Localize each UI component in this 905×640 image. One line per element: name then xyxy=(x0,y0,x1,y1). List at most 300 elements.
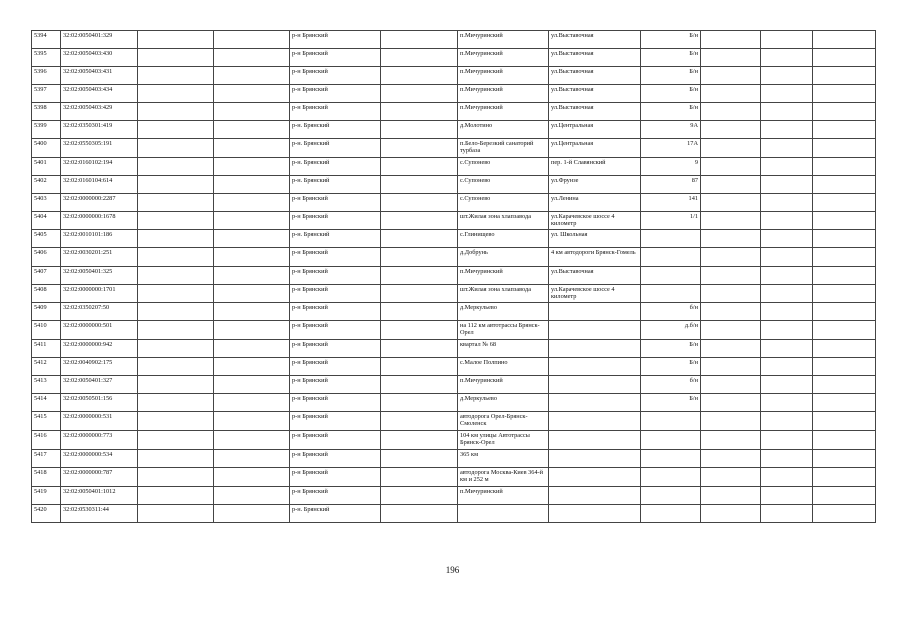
house-cell: 9А xyxy=(641,121,701,139)
empty-cell xyxy=(761,321,813,340)
empty-cell xyxy=(214,139,290,158)
house-cell: Б/н xyxy=(641,340,701,358)
empty-cell xyxy=(214,358,290,376)
region-cell: р-н Брянский xyxy=(290,248,381,267)
row-number-cell: 5396 xyxy=(32,67,61,85)
table-row xyxy=(32,487,876,505)
locality-cell: автодорога Москва-Киев 364-й км и 252 м xyxy=(458,468,549,487)
empty-cell xyxy=(381,85,458,103)
region-cell: р-н Брянский xyxy=(290,67,381,85)
empty-cell xyxy=(381,340,458,358)
property-registry-table xyxy=(31,30,876,523)
empty-cell xyxy=(761,158,813,176)
house-cell: 9 xyxy=(641,158,701,176)
region-cell: р-н Брянский xyxy=(290,85,381,103)
empty-cell xyxy=(813,158,876,176)
locality-cell: д.Молотино xyxy=(458,121,549,139)
street-cell: ул. Школьная xyxy=(549,230,641,248)
empty-cell xyxy=(381,376,458,394)
empty-cell xyxy=(701,321,761,340)
empty-cell xyxy=(381,31,458,49)
empty-cell xyxy=(214,487,290,505)
empty-cell xyxy=(761,468,813,487)
empty-cell xyxy=(813,303,876,321)
cadastral-number-cell: 32:02:0050401:1012 xyxy=(61,487,138,505)
empty-cell xyxy=(381,431,458,450)
locality-cell: п.Бело-Березкий санаторий турбаза xyxy=(458,139,549,158)
empty-cell xyxy=(761,67,813,85)
region-cell: р-н. Брянский xyxy=(290,121,381,139)
table-row xyxy=(32,358,876,376)
table-row xyxy=(32,158,876,176)
cadastral-number-cell: 32:02:0050403:434 xyxy=(61,85,138,103)
empty-cell xyxy=(761,394,813,412)
house-cell: 17А xyxy=(641,139,701,158)
empty-cell xyxy=(381,158,458,176)
empty-cell xyxy=(701,230,761,248)
empty-cell xyxy=(138,376,214,394)
cadastral-number-cell: 32:02:0000000:2287 xyxy=(61,194,138,212)
empty-cell xyxy=(701,450,761,468)
empty-cell xyxy=(214,303,290,321)
region-cell: р-н Брянский xyxy=(290,49,381,67)
empty-cell xyxy=(214,505,290,523)
empty-cell xyxy=(381,394,458,412)
house-cell xyxy=(641,230,701,248)
street-cell: 4 км автодороги Брянск-Гомель xyxy=(549,248,641,267)
locality-cell: п.Мичуринский xyxy=(458,376,549,394)
empty-cell xyxy=(813,505,876,523)
empty-cell xyxy=(138,267,214,285)
empty-cell xyxy=(701,121,761,139)
empty-cell xyxy=(701,505,761,523)
row-number-cell: 5417 xyxy=(32,450,61,468)
cadastral-number-cell: 32:02:0000000:942 xyxy=(61,340,138,358)
region-cell: р-н Брянский xyxy=(290,394,381,412)
street-cell xyxy=(549,358,641,376)
cadastral-number-cell: 32:02:0530311:44 xyxy=(61,505,138,523)
empty-cell xyxy=(138,412,214,431)
empty-cell xyxy=(813,103,876,121)
empty-cell xyxy=(214,176,290,194)
empty-cell xyxy=(138,103,214,121)
street-cell: ул.Центральная xyxy=(549,139,641,158)
table-row xyxy=(32,376,876,394)
empty-cell xyxy=(381,303,458,321)
empty-cell xyxy=(381,321,458,340)
table-row xyxy=(32,139,876,158)
empty-cell xyxy=(214,67,290,85)
empty-cell xyxy=(813,230,876,248)
empty-cell xyxy=(138,230,214,248)
empty-cell xyxy=(214,394,290,412)
region-cell: р-н Брянский xyxy=(290,340,381,358)
empty-cell xyxy=(761,85,813,103)
house-cell xyxy=(641,412,701,431)
empty-cell xyxy=(813,285,876,303)
empty-cell xyxy=(138,285,214,303)
region-cell: р-н Брянский xyxy=(290,212,381,230)
empty-cell xyxy=(381,505,458,523)
street-cell xyxy=(549,450,641,468)
street-cell: ул.Центральная xyxy=(549,121,641,139)
empty-cell xyxy=(214,321,290,340)
empty-cell xyxy=(701,31,761,49)
cadastral-number-cell: 32:02:0350301:419 xyxy=(61,121,138,139)
empty-cell xyxy=(761,248,813,267)
street-cell: ул.Выставочная xyxy=(549,103,641,121)
empty-cell xyxy=(381,230,458,248)
house-cell: 1/1 xyxy=(641,212,701,230)
row-number-cell: 5405 xyxy=(32,230,61,248)
house-cell xyxy=(641,285,701,303)
empty-cell xyxy=(761,505,813,523)
table-row xyxy=(32,230,876,248)
house-cell: Б/н xyxy=(641,394,701,412)
empty-cell xyxy=(138,139,214,158)
row-number-cell: 5401 xyxy=(32,158,61,176)
empty-cell xyxy=(761,358,813,376)
cadastral-number-cell: 32:02:0160104:614 xyxy=(61,176,138,194)
house-cell: Б/н xyxy=(641,49,701,67)
empty-cell xyxy=(813,412,876,431)
empty-cell xyxy=(701,176,761,194)
row-number-cell: 5398 xyxy=(32,103,61,121)
empty-cell xyxy=(701,376,761,394)
region-cell: р-н Брянский xyxy=(290,285,381,303)
house-cell xyxy=(641,431,701,450)
empty-cell xyxy=(381,487,458,505)
cadastral-number-cell: 32:02:0040902:175 xyxy=(61,358,138,376)
table-row xyxy=(32,394,876,412)
table-row xyxy=(32,285,876,303)
cadastral-number-cell: 32:02:0050403:431 xyxy=(61,67,138,85)
empty-cell xyxy=(701,194,761,212)
empty-cell xyxy=(381,49,458,67)
cadastral-number-cell: 32:02:0000000:773 xyxy=(61,431,138,450)
empty-cell xyxy=(761,285,813,303)
empty-cell xyxy=(214,85,290,103)
table-row xyxy=(32,67,876,85)
cadastral-number-cell: 32:02:0050401:325 xyxy=(61,267,138,285)
empty-cell xyxy=(214,412,290,431)
region-cell: р-н Брянский xyxy=(290,412,381,431)
region-cell: р-н. Брянский xyxy=(290,505,381,523)
cadastral-number-cell: 32:02:0000000:1701 xyxy=(61,285,138,303)
empty-cell xyxy=(701,285,761,303)
table-row xyxy=(32,31,876,49)
street-cell xyxy=(549,394,641,412)
row-number-cell: 5413 xyxy=(32,376,61,394)
table-row xyxy=(32,412,876,431)
row-number-cell: 5411 xyxy=(32,340,61,358)
empty-cell xyxy=(214,230,290,248)
house-cell xyxy=(641,450,701,468)
empty-cell xyxy=(214,431,290,450)
row-number-cell: 5394 xyxy=(32,31,61,49)
row-number-cell: 5415 xyxy=(32,412,61,431)
locality-cell: п.Мичуринский xyxy=(458,267,549,285)
empty-cell xyxy=(813,139,876,158)
house-cell: Б/н xyxy=(641,67,701,85)
empty-cell xyxy=(381,121,458,139)
empty-cell xyxy=(214,31,290,49)
empty-cell xyxy=(813,49,876,67)
empty-cell xyxy=(138,31,214,49)
locality-cell: на 112 км автотрассы Брянск-Орел xyxy=(458,321,549,340)
street-cell xyxy=(549,505,641,523)
empty-cell xyxy=(214,158,290,176)
row-number-cell: 5410 xyxy=(32,321,61,340)
locality-cell xyxy=(458,505,549,523)
empty-cell xyxy=(138,340,214,358)
table-row xyxy=(32,468,876,487)
region-cell: р-н. Брянский xyxy=(290,139,381,158)
table-row xyxy=(32,267,876,285)
empty-cell xyxy=(701,212,761,230)
empty-cell xyxy=(813,487,876,505)
locality-cell: с.Супонево xyxy=(458,158,549,176)
empty-cell xyxy=(381,248,458,267)
row-number-cell: 5399 xyxy=(32,121,61,139)
row-number-cell: 5397 xyxy=(32,85,61,103)
region-cell: р-н Брянский xyxy=(290,468,381,487)
empty-cell xyxy=(214,267,290,285)
row-number-cell: 5416 xyxy=(32,431,61,450)
empty-cell xyxy=(214,450,290,468)
empty-cell xyxy=(381,450,458,468)
empty-cell xyxy=(813,194,876,212)
empty-cell xyxy=(138,468,214,487)
empty-cell xyxy=(761,376,813,394)
house-cell: Б/н xyxy=(641,358,701,376)
table-row xyxy=(32,248,876,267)
empty-cell xyxy=(701,139,761,158)
empty-cell xyxy=(381,194,458,212)
empty-cell xyxy=(761,267,813,285)
empty-cell xyxy=(813,267,876,285)
house-cell: Б/н xyxy=(641,31,701,49)
empty-cell xyxy=(138,394,214,412)
empty-cell xyxy=(214,194,290,212)
empty-cell xyxy=(813,321,876,340)
street-cell: ул.Выставочная xyxy=(549,31,641,49)
region-cell: р-н Брянский xyxy=(290,376,381,394)
locality-cell: 104 км улицы Автотрассы Брянск-Орел xyxy=(458,431,549,450)
empty-cell xyxy=(701,487,761,505)
table-row xyxy=(32,85,876,103)
cadastral-number-cell: 32:02:0000000:501 xyxy=(61,321,138,340)
street-cell: ул.Выставочная xyxy=(549,267,641,285)
cadastral-number-cell: 32:02:0050401:327 xyxy=(61,376,138,394)
street-cell: ул.Выставочная xyxy=(549,67,641,85)
house-cell: Б/н xyxy=(641,85,701,103)
empty-cell xyxy=(138,194,214,212)
empty-cell xyxy=(813,67,876,85)
street-cell xyxy=(549,340,641,358)
empty-cell xyxy=(381,285,458,303)
table-row xyxy=(32,321,876,340)
region-cell: р-н Брянский xyxy=(290,321,381,340)
empty-cell xyxy=(138,487,214,505)
locality-cell: автодорога Орел-Брянск-Смоленск xyxy=(458,412,549,431)
region-cell: р-н Брянский xyxy=(290,103,381,121)
page-number: 196 xyxy=(445,565,460,575)
locality-cell: п.Мичуринский xyxy=(458,85,549,103)
empty-cell xyxy=(381,67,458,85)
empty-cell xyxy=(138,49,214,67)
cadastral-number-cell: 32:02:0050501:156 xyxy=(61,394,138,412)
empty-cell xyxy=(701,303,761,321)
street-cell: ул.Выставочная xyxy=(549,49,641,67)
empty-cell xyxy=(381,412,458,431)
region-cell: р-н Брянский xyxy=(290,267,381,285)
empty-cell xyxy=(813,358,876,376)
street-cell: ул.Фрунзе xyxy=(549,176,641,194)
cadastral-number-cell: 32:02:0350207:50 xyxy=(61,303,138,321)
empty-cell xyxy=(813,431,876,450)
cadastral-number-cell: 32:02:0000000:534 xyxy=(61,450,138,468)
locality-cell: п.Мичуринский xyxy=(458,31,549,49)
row-number-cell: 5407 xyxy=(32,267,61,285)
street-cell xyxy=(549,431,641,450)
empty-cell xyxy=(761,31,813,49)
house-cell xyxy=(641,248,701,267)
empty-cell xyxy=(138,450,214,468)
street-cell: пер. 1-й Славянский xyxy=(549,158,641,176)
region-cell: р-н. Брянский xyxy=(290,230,381,248)
table-row xyxy=(32,176,876,194)
empty-cell xyxy=(813,31,876,49)
street-cell: ул.Выставочная xyxy=(549,85,641,103)
empty-cell xyxy=(761,450,813,468)
empty-cell xyxy=(138,431,214,450)
row-number-cell: 5418 xyxy=(32,468,61,487)
row-number-cell: 5420 xyxy=(32,505,61,523)
empty-cell xyxy=(381,267,458,285)
table-row xyxy=(32,194,876,212)
row-number-cell: 5402 xyxy=(32,176,61,194)
empty-cell xyxy=(138,358,214,376)
table-row xyxy=(32,303,876,321)
empty-cell xyxy=(761,176,813,194)
empty-cell xyxy=(701,340,761,358)
cadastral-number-cell: 32:02:0160102:194 xyxy=(61,158,138,176)
cadastral-number-cell: 32:02:0000000:1678 xyxy=(61,212,138,230)
locality-cell: шт.Жилая зона хлапзавода xyxy=(458,212,549,230)
empty-cell xyxy=(813,468,876,487)
street-cell: ул.Ленина xyxy=(549,194,641,212)
region-cell: р-н Брянский xyxy=(290,194,381,212)
empty-cell xyxy=(701,267,761,285)
registry-rows xyxy=(32,31,876,523)
row-number-cell: 5414 xyxy=(32,394,61,412)
region-cell: р-н Брянский xyxy=(290,31,381,49)
table-row xyxy=(32,212,876,230)
empty-cell xyxy=(761,230,813,248)
empty-cell xyxy=(813,212,876,230)
street-cell xyxy=(549,487,641,505)
empty-cell xyxy=(214,49,290,67)
table-row xyxy=(32,49,876,67)
region-cell: р-н Брянский xyxy=(290,303,381,321)
locality-cell: с.Малое Полпино xyxy=(458,358,549,376)
empty-cell xyxy=(701,412,761,431)
row-number-cell: 5408 xyxy=(32,285,61,303)
locality-cell: п.Мичуринский xyxy=(458,49,549,67)
street-cell xyxy=(549,376,641,394)
cadastral-number-cell: 32:02:0050403:430 xyxy=(61,49,138,67)
empty-cell xyxy=(813,340,876,358)
empty-cell xyxy=(761,121,813,139)
locality-cell: квартал № 68 xyxy=(458,340,549,358)
empty-cell xyxy=(701,394,761,412)
house-cell: 141 xyxy=(641,194,701,212)
house-cell: Б/н xyxy=(641,103,701,121)
empty-cell xyxy=(761,49,813,67)
cadastral-number-cell: 32:02:0030201:251 xyxy=(61,248,138,267)
row-number-cell: 5409 xyxy=(32,303,61,321)
house-cell: д.б/н xyxy=(641,321,701,340)
house-cell xyxy=(641,505,701,523)
locality-cell: п.Мичуринский xyxy=(458,487,549,505)
region-cell: р-н. Брянский xyxy=(290,176,381,194)
row-number-cell: 5406 xyxy=(32,248,61,267)
cadastral-number-cell: 32:02:0010101:186 xyxy=(61,230,138,248)
house-cell: 87 xyxy=(641,176,701,194)
empty-cell xyxy=(701,67,761,85)
table-row xyxy=(32,121,876,139)
row-number-cell: 5400 xyxy=(32,139,61,158)
empty-cell xyxy=(138,248,214,267)
empty-cell xyxy=(214,468,290,487)
row-number-cell: 5412 xyxy=(32,358,61,376)
empty-cell xyxy=(138,121,214,139)
locality-cell: п.Мичуринский xyxy=(458,67,549,85)
locality-cell: с.Супонево xyxy=(458,176,549,194)
empty-cell xyxy=(701,358,761,376)
house-cell xyxy=(641,267,701,285)
empty-cell xyxy=(813,121,876,139)
locality-cell: д.Меркульево xyxy=(458,303,549,321)
empty-cell xyxy=(138,505,214,523)
empty-cell xyxy=(761,139,813,158)
empty-cell xyxy=(701,158,761,176)
empty-cell xyxy=(761,487,813,505)
empty-cell xyxy=(381,212,458,230)
locality-cell: 365 км xyxy=(458,450,549,468)
street-cell xyxy=(549,468,641,487)
cadastral-number-cell: 32:02:0050401:329 xyxy=(61,31,138,49)
empty-cell xyxy=(761,212,813,230)
empty-cell xyxy=(138,158,214,176)
empty-cell xyxy=(701,431,761,450)
empty-cell xyxy=(761,340,813,358)
cadastral-number-cell: 32:02:0050403:429 xyxy=(61,103,138,121)
table-row xyxy=(32,450,876,468)
empty-cell xyxy=(381,139,458,158)
empty-cell xyxy=(138,85,214,103)
empty-cell xyxy=(138,176,214,194)
empty-cell xyxy=(381,176,458,194)
empty-cell xyxy=(701,103,761,121)
region-cell: р-н Брянский xyxy=(290,358,381,376)
empty-cell xyxy=(761,412,813,431)
empty-cell xyxy=(214,376,290,394)
table-row xyxy=(32,505,876,523)
table-row xyxy=(32,431,876,450)
house-cell xyxy=(641,487,701,505)
